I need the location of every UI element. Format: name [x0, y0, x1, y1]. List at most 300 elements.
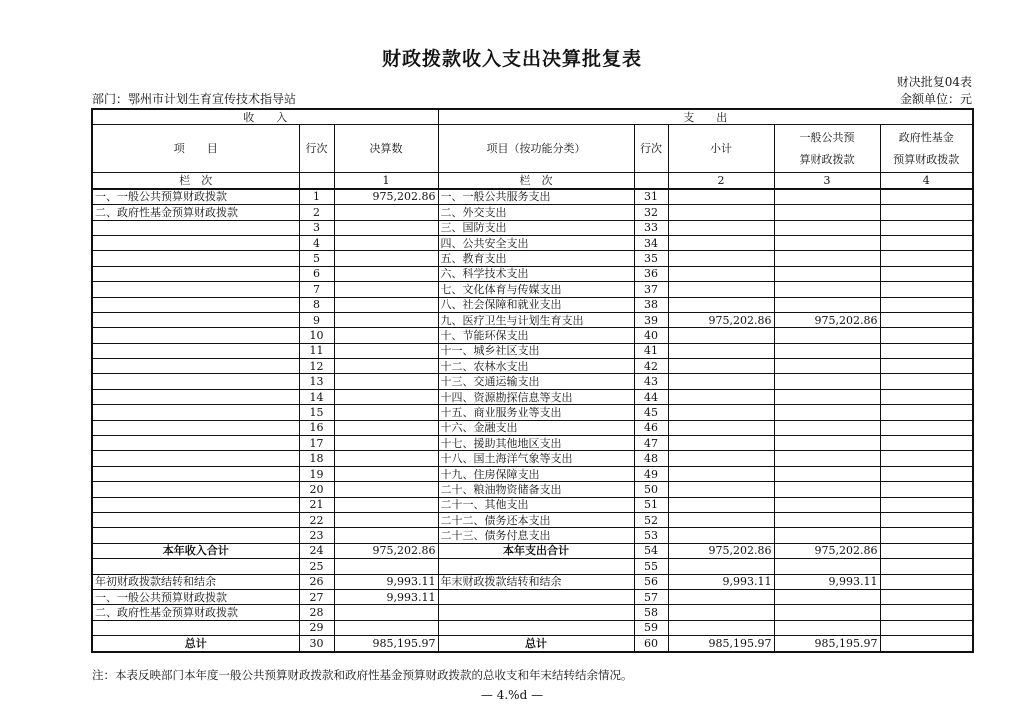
expense-general-budget — [774, 359, 880, 374]
expense-subtotal — [668, 343, 774, 358]
expense-row-no: 48 — [634, 451, 668, 466]
expense-subtotal — [668, 297, 774, 312]
header-row-sections — [92, 109, 973, 125]
expense-subtotal: 975,202.86 — [668, 312, 774, 327]
expense-general-budget — [774, 251, 880, 266]
income-row-no: 21 — [299, 497, 334, 512]
income-amount — [334, 328, 438, 343]
expense-row-no: 58 — [634, 605, 668, 620]
expense-row-no: 43 — [634, 374, 668, 389]
income-row-no: 10 — [299, 328, 334, 343]
income-item — [92, 328, 299, 343]
table-row — [92, 436, 973, 451]
income-row-no: 28 — [299, 605, 334, 620]
expense-item: 十六、金融支出 — [438, 420, 634, 435]
expense-item: 三、国防支出 — [438, 220, 634, 235]
expense-subtotal: 975,202.86 — [668, 543, 774, 558]
form-code: 财决批复04表 — [896, 75, 972, 89]
income-row-no: 2 — [299, 205, 334, 220]
income-item: 总计 — [92, 636, 299, 652]
col-num-3: 3 — [774, 173, 880, 189]
income-item — [92, 297, 299, 312]
income-amount — [334, 605, 438, 620]
expense-item: 十、节能环保支出 — [438, 328, 634, 343]
table-row — [92, 636, 973, 652]
expense-subtotal — [668, 205, 774, 220]
expense-row-no: 32 — [634, 205, 668, 220]
table-row — [92, 189, 973, 205]
expense-fund-budget — [880, 497, 973, 512]
expense-subtotal — [668, 512, 774, 527]
expense-row-no: 56 — [634, 574, 668, 589]
expense-fund-budget — [880, 436, 973, 451]
income-item — [92, 466, 299, 481]
footnote: 注：本表反映部门本年度一般公共预算财政拨款和政府性基金预算财政拨款的总收支和年末结转结余情况。 — [92, 668, 633, 682]
expense-row-no: 59 — [634, 620, 668, 635]
income-item — [92, 251, 299, 266]
expense-item — [438, 605, 634, 620]
expense-row-no: 51 — [634, 497, 668, 512]
expense-general-budget: 985,195.97 — [774, 636, 880, 652]
expense-general-budget — [774, 466, 880, 481]
table-row — [92, 559, 973, 574]
fund-budget-header-line2: 预算财政拨款 — [893, 152, 960, 166]
income-amount — [334, 451, 438, 466]
expense-row-no: 45 — [634, 405, 668, 420]
table-row — [92, 466, 973, 481]
item-by-function-header: 项目（按功能分类） — [438, 125, 634, 173]
table-row — [92, 543, 973, 558]
final-amount-header: 决算数 — [334, 125, 438, 173]
table-row — [92, 343, 973, 358]
expense-subtotal — [668, 466, 774, 481]
income-amount — [334, 559, 438, 574]
expense-subtotal — [668, 605, 774, 620]
expense-general-budget — [774, 436, 880, 451]
income-amount — [334, 528, 438, 543]
expense-item: 六、科学技术支出 — [438, 266, 634, 281]
expense-general-budget — [774, 297, 880, 312]
budget-table — [91, 108, 974, 653]
income-amount — [334, 266, 438, 281]
income-row-no: 25 — [299, 559, 334, 574]
income-amount — [334, 205, 438, 220]
income-row-no: 15 — [299, 405, 334, 420]
expense-subtotal — [668, 220, 774, 235]
table-row — [92, 451, 973, 466]
income-row-no: 19 — [299, 466, 334, 481]
income-amount — [334, 220, 438, 235]
income-amount — [334, 466, 438, 481]
table-row — [92, 328, 973, 343]
expense-general-budget: 975,202.86 — [774, 543, 880, 558]
header-row-lanci — [92, 173, 973, 189]
income-row-no: 18 — [299, 451, 334, 466]
expense-row-no: 36 — [634, 266, 668, 281]
general-budget-header — [774, 125, 880, 173]
expense-item: 十一、城乡社区支出 — [438, 343, 634, 358]
expense-general-budget — [774, 282, 880, 297]
expense-general-budget — [774, 389, 880, 404]
table-row — [92, 512, 973, 527]
income-row-no: 11 — [299, 343, 334, 358]
table-row — [92, 282, 973, 297]
table-row — [92, 297, 973, 312]
expense-fund-budget — [880, 605, 973, 620]
expense-fund-budget — [880, 189, 973, 205]
income-amount — [334, 512, 438, 527]
subtotal-header: 小计 — [668, 125, 774, 173]
expense-fund-budget — [880, 559, 973, 574]
income-amount: 975,202.86 — [334, 189, 438, 205]
expense-subtotal — [668, 559, 774, 574]
income-row-no: 4 — [299, 235, 334, 250]
income-row-no: 24 — [299, 543, 334, 558]
expense-row-no: 40 — [634, 328, 668, 343]
expense-general-budget — [774, 235, 880, 250]
table-row — [92, 497, 973, 512]
expense-general-budget — [774, 205, 880, 220]
income-row-no: 8 — [299, 297, 334, 312]
expense-row-no: 54 — [634, 543, 668, 558]
expense-general-budget — [774, 189, 880, 205]
expense-item: 十八、国土海洋气象等支出 — [438, 451, 634, 466]
income-row-no: 5 — [299, 251, 334, 266]
income-row-no: 13 — [299, 374, 334, 389]
income-row-no: 22 — [299, 512, 334, 527]
expense-item: 十七、援助其他地区支出 — [438, 436, 634, 451]
expense-general-budget — [774, 374, 880, 389]
income-amount — [334, 405, 438, 420]
expense-general-budget — [774, 528, 880, 543]
income-row-no: 16 — [299, 420, 334, 435]
general-budget-header-line2: 算财政拨款 — [799, 152, 855, 166]
table-row — [92, 205, 973, 220]
expense-row-no: 57 — [634, 589, 668, 604]
expense-row-no: 41 — [634, 343, 668, 358]
income-amount: 9,993.11 — [334, 574, 438, 589]
table-row — [92, 528, 973, 543]
table-row — [92, 620, 973, 635]
income-amount — [334, 482, 438, 497]
department-label: 部门：鄂州市计划生育宣传技术指导站 — [92, 92, 297, 106]
income-amount: 975,202.86 — [334, 543, 438, 558]
table-row — [92, 220, 973, 235]
income-item — [92, 220, 299, 235]
expense-row-no: 52 — [634, 512, 668, 527]
col-num-2: 2 — [668, 173, 774, 189]
expense-row-no: 44 — [634, 389, 668, 404]
expense-general-budget — [774, 559, 880, 574]
expense-fund-budget — [880, 374, 973, 389]
expense-item: 二十二、债务还本支出 — [438, 512, 634, 527]
income-amount — [334, 420, 438, 435]
expense-subtotal — [668, 451, 774, 466]
expense-general-budget — [774, 620, 880, 635]
table-row — [92, 374, 973, 389]
expense-fund-budget — [880, 420, 973, 435]
income-row-no: 14 — [299, 389, 334, 404]
expense-item: 二十一、其他支出 — [438, 497, 634, 512]
expense-general-budget — [774, 266, 880, 281]
expense-item: 十二、农林水支出 — [438, 359, 634, 374]
expense-item: 八、社会保障和就业支出 — [438, 297, 634, 312]
expense-row-no: 31 — [634, 189, 668, 205]
income-item — [92, 497, 299, 512]
expense-general-budget — [774, 512, 880, 527]
income-row-no: 20 — [299, 482, 334, 497]
expense-fund-budget — [880, 512, 973, 527]
expense-row-no: 42 — [634, 359, 668, 374]
income-row-no: 29 — [299, 620, 334, 635]
fund-budget-header — [880, 125, 973, 173]
expense-row-no: 47 — [634, 436, 668, 451]
income-amount — [334, 251, 438, 266]
expense-general-budget — [774, 497, 880, 512]
expense-row-no: 60 — [634, 636, 668, 652]
expense-subtotal — [668, 328, 774, 343]
expense-item: 十五、商业服务业等支出 — [438, 405, 634, 420]
income-amount — [334, 374, 438, 389]
page-number: — 4.%d — — [480, 688, 544, 702]
expense-subtotal: 985,195.97 — [668, 636, 774, 652]
income-item: 二、政府性基金预算财政拨款 — [92, 205, 299, 220]
expense-general-budget — [774, 405, 880, 420]
expense-subtotal — [668, 497, 774, 512]
expense-fund-budget — [880, 482, 973, 497]
expense-item: 九、医疗卫生与计划生育支出 — [438, 312, 634, 327]
lanci-label: 栏 次 — [92, 173, 299, 189]
expense-subtotal — [668, 374, 774, 389]
expense-fund-budget — [880, 328, 973, 343]
expense-general-budget: 9,993.11 — [774, 574, 880, 589]
income-item: 本年收入合计 — [92, 543, 299, 558]
expense-fund-budget — [880, 205, 973, 220]
table-row — [92, 312, 973, 327]
income-item: 一、一般公共预算财政拨款 — [92, 589, 299, 604]
expense-item: 四、公共安全支出 — [438, 235, 634, 250]
expense-fund-budget — [880, 620, 973, 635]
income-amount — [334, 436, 438, 451]
table-row — [92, 359, 973, 374]
expense-item: 十四、资源勘探信息等支出 — [438, 389, 634, 404]
expense-item: 二十三、债务付息支出 — [438, 528, 634, 543]
expense-fund-budget — [880, 451, 973, 466]
expense-subtotal — [668, 266, 774, 281]
row-no-header: 行次 — [299, 125, 334, 173]
income-row-no: 30 — [299, 636, 334, 652]
expense-subtotal — [668, 482, 774, 497]
expense-fund-budget — [880, 636, 973, 652]
expense-fund-budget — [880, 543, 973, 558]
expense-fund-budget — [880, 405, 973, 420]
expense-row-no: 39 — [634, 312, 668, 327]
expense-fund-budget — [880, 251, 973, 266]
expense-row-no: 50 — [634, 482, 668, 497]
fund-budget-header-line1: 政府性基金 — [898, 130, 954, 144]
income-amount — [334, 297, 438, 312]
income-item — [92, 436, 299, 451]
income-item — [92, 312, 299, 327]
expense-general-budget — [774, 328, 880, 343]
expense-fund-budget — [880, 528, 973, 543]
income-row-no: 1 — [299, 189, 334, 205]
expense-subtotal — [668, 620, 774, 635]
general-budget-header-line1: 一般公共预 — [799, 130, 855, 144]
page-title: 财政拨款收入支出决算批复表 — [381, 48, 642, 70]
expense-subtotal — [668, 528, 774, 543]
expense-row-no: 46 — [634, 420, 668, 435]
table-row — [92, 235, 973, 250]
header-row-columns — [92, 125, 973, 173]
income-amount — [334, 389, 438, 404]
income-item — [92, 282, 299, 297]
expense-fund-budget — [880, 359, 973, 374]
income-amount: 9,993.11 — [334, 589, 438, 604]
income-row-no: 6 — [299, 266, 334, 281]
income-item — [92, 405, 299, 420]
expense-general-budget — [774, 420, 880, 435]
expense-general-budget — [774, 220, 880, 235]
expense-item: 二、外交支出 — [438, 205, 634, 220]
expense-fund-budget — [880, 220, 973, 235]
row-no-header-2: 行次 — [634, 125, 668, 173]
income-item — [92, 512, 299, 527]
expense-row-no: 37 — [634, 282, 668, 297]
income-item — [92, 235, 299, 250]
expense-subtotal — [668, 251, 774, 266]
expense-fund-budget — [880, 266, 973, 281]
expense-item: 一、一般公共服务支出 — [438, 189, 634, 205]
expense-subtotal — [668, 420, 774, 435]
table-row — [92, 482, 973, 497]
expense-fund-budget — [880, 297, 973, 312]
table-row — [92, 589, 973, 604]
income-item — [92, 559, 299, 574]
income-row-no: 17 — [299, 436, 334, 451]
table-row — [92, 405, 973, 420]
expense-fund-budget — [880, 574, 973, 589]
unit-label: 金额单位：元 — [899, 92, 972, 106]
income-item — [92, 266, 299, 281]
lanci-empty — [299, 173, 334, 189]
income-amount: 985,195.97 — [334, 636, 438, 652]
income-item — [92, 451, 299, 466]
table-row — [92, 574, 973, 589]
income-row-no: 26 — [299, 574, 334, 589]
expense-fund-budget — [880, 312, 973, 327]
income-row-no: 7 — [299, 282, 334, 297]
expense-item: 年末财政拨款结转和结余 — [438, 574, 634, 589]
income-row-no: 3 — [299, 220, 334, 235]
expense-general-budget — [774, 589, 880, 604]
expense-general-budget — [774, 482, 880, 497]
expense-item: 二十、粮油物资储备支出 — [438, 482, 634, 497]
income-item — [92, 343, 299, 358]
table-row — [92, 389, 973, 404]
expense-row-no: 38 — [634, 297, 668, 312]
expense-item: 十三、交通运输支出 — [438, 374, 634, 389]
expense-general-budget — [774, 451, 880, 466]
expense-general-budget — [774, 343, 880, 358]
income-amount — [334, 620, 438, 635]
income-section-header: 收 入 — [92, 109, 438, 125]
expense-subtotal — [668, 189, 774, 205]
expense-subtotal — [668, 235, 774, 250]
expense-subtotal — [668, 589, 774, 604]
income-row-no: 23 — [299, 528, 334, 543]
income-row-no: 9 — [299, 312, 334, 327]
income-amount — [334, 235, 438, 250]
income-item: 二、政府性基金预算财政拨款 — [92, 605, 299, 620]
expense-item — [438, 559, 634, 574]
income-amount — [334, 359, 438, 374]
income-item — [92, 389, 299, 404]
expense-item: 七、文化体育与传媒支出 — [438, 282, 634, 297]
expense-fund-budget — [880, 466, 973, 481]
expense-fund-budget — [880, 235, 973, 250]
income-amount — [334, 343, 438, 358]
expense-row-no: 33 — [634, 220, 668, 235]
expense-item: 十九、住房保障支出 — [438, 466, 634, 481]
expense-subtotal — [668, 405, 774, 420]
expense-general-budget — [774, 605, 880, 620]
expense-item — [438, 620, 634, 635]
expense-fund-budget — [880, 343, 973, 358]
expense-subtotal — [668, 282, 774, 297]
income-item — [92, 374, 299, 389]
table-row — [92, 266, 973, 281]
income-item — [92, 420, 299, 435]
table-row — [92, 251, 973, 266]
lanci-empty-2 — [634, 173, 668, 189]
expense-subtotal — [668, 389, 774, 404]
income-item — [92, 528, 299, 543]
expense-fund-budget — [880, 282, 973, 297]
expense-item: 本年支出合计 — [438, 543, 634, 558]
income-amount — [334, 282, 438, 297]
expense-fund-budget — [880, 589, 973, 604]
expense-section-header: 支 出 — [438, 109, 973, 125]
table-row — [92, 605, 973, 620]
lanci-label-2: 栏 次 — [438, 173, 634, 189]
expense-item: 总计 — [438, 636, 634, 652]
expense-row-no: 49 — [634, 466, 668, 481]
income-item — [92, 620, 299, 635]
expense-general-budget: 975,202.86 — [774, 312, 880, 327]
expense-row-no: 53 — [634, 528, 668, 543]
col-num-1: 1 — [334, 173, 438, 189]
expense-subtotal: 9,993.11 — [668, 574, 774, 589]
income-row-no: 12 — [299, 359, 334, 374]
income-item: 年初财政拨款结转和结余 — [92, 574, 299, 589]
income-item — [92, 359, 299, 374]
expense-fund-budget — [880, 389, 973, 404]
income-amount — [334, 312, 438, 327]
expense-row-no: 34 — [634, 235, 668, 250]
expense-item: 五、教育支出 — [438, 251, 634, 266]
income-amount — [334, 497, 438, 512]
table-row — [92, 420, 973, 435]
expense-row-no: 35 — [634, 251, 668, 266]
income-item — [92, 482, 299, 497]
expense-row-no: 55 — [634, 559, 668, 574]
income-item: 一、一般公共预算财政拨款 — [92, 189, 299, 205]
item-header: 项 目 — [92, 125, 299, 173]
income-row-no: 27 — [299, 589, 334, 604]
expense-item — [438, 589, 634, 604]
col-num-4: 4 — [880, 173, 973, 189]
